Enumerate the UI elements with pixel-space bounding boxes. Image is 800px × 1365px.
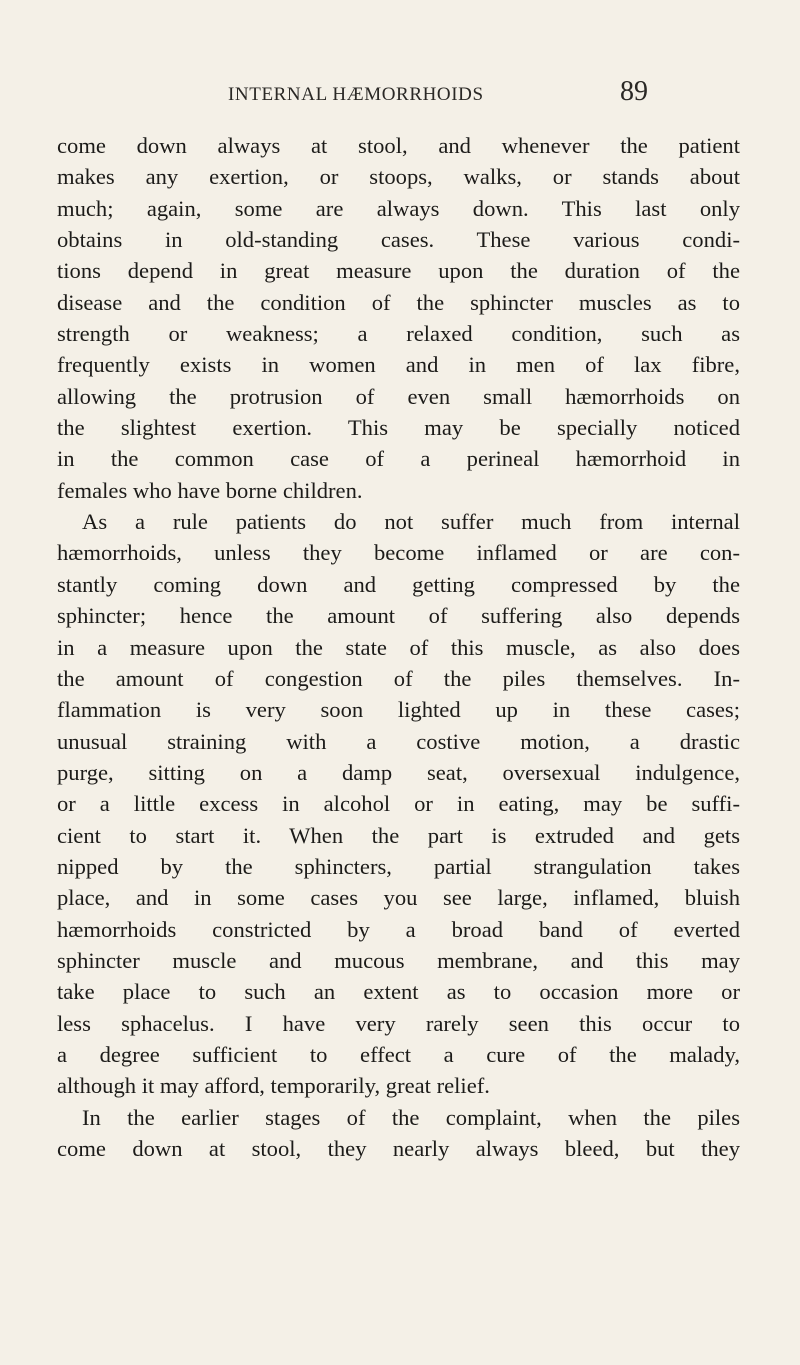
text-line: in a measure upon the state of this muscle, as also does: [57, 634, 740, 660]
text-line: the slightest exertion. This may be specially noticed: [57, 415, 740, 441]
text-line: although it may afford, temporarily, great relief.: [57, 1073, 490, 1099]
text-line: hæmorrhoids constricted by a broad band of everted: [57, 916, 740, 942]
text-line: take place to such an extent as to occasion more or: [57, 979, 740, 1005]
text-line: come down always at stool, and whenever the patient: [57, 133, 740, 158]
text-line: strength or weakness; a relaxed condition, such as: [57, 321, 740, 347]
text-line: a degree sufficient to effect a cure of the malady,: [57, 1041, 740, 1067]
text-line: obtains in old-standing cases. These various condi-: [57, 227, 740, 253]
running-title: INTERNAL HÆMORRHOIDS: [228, 84, 484, 105]
text-line: stantly coming down and getting compressed by the: [57, 571, 740, 597]
text-line: or a little excess in alcohol or in eating, may be suffi-: [57, 791, 740, 817]
body-text: [57, 130, 740, 1164]
text-line: come down at stool, they nearly always bleed, but they: [57, 1136, 740, 1161]
text-line: As a rule patients do not suffer much from internal: [82, 509, 740, 535]
text-line: nipped by the sphincters, partial strangulation takes: [57, 853, 740, 879]
text-line: tions depend in great measure upon the duration of the: [57, 258, 740, 284]
text-line: In the earlier stages of the complaint, when the piles: [82, 1104, 740, 1130]
page-number: 89: [620, 76, 648, 107]
text-line: allowing the protrusion of even small hæmorrhoids on: [57, 383, 740, 409]
text-line: less sphacelus. I have very rarely seen this occur to: [57, 1010, 740, 1036]
text-line: makes any exertion, or stoops, walks, or stands about: [57, 164, 740, 190]
text-line: females who have borne children.: [57, 477, 363, 503]
text-line: in the common case of a perineal hæmorrhoid in: [57, 446, 740, 472]
text-line: sphincter; hence the amount of suffering also depends: [57, 603, 740, 629]
text-line: sphincter muscle and mucous membrane, and this may: [57, 947, 740, 973]
text-line: purge, sitting on a damp seat, oversexual indulgence,: [57, 759, 740, 785]
text-line: unusual straining with a costive motion, a drastic: [57, 728, 740, 754]
text-line: the amount of congestion of the piles themselves. In-: [57, 665, 740, 691]
text-line: cient to start it. When the part is extruded and gets: [57, 822, 740, 848]
text-line: disease and the condition of the sphincter muscles as to: [57, 289, 740, 315]
text-line: much; again, some are always down. This last only: [57, 195, 740, 221]
text-line: flammation is very soon lighted up in these cases;: [57, 697, 740, 723]
text-line: place, and in some cases you see large, inflamed, bluish: [57, 885, 740, 911]
text-line: frequently exists in women and in men of lax fibre,: [57, 352, 740, 378]
text-line: hæmorrhoids, unless they become inflamed or are con-: [57, 540, 740, 566]
